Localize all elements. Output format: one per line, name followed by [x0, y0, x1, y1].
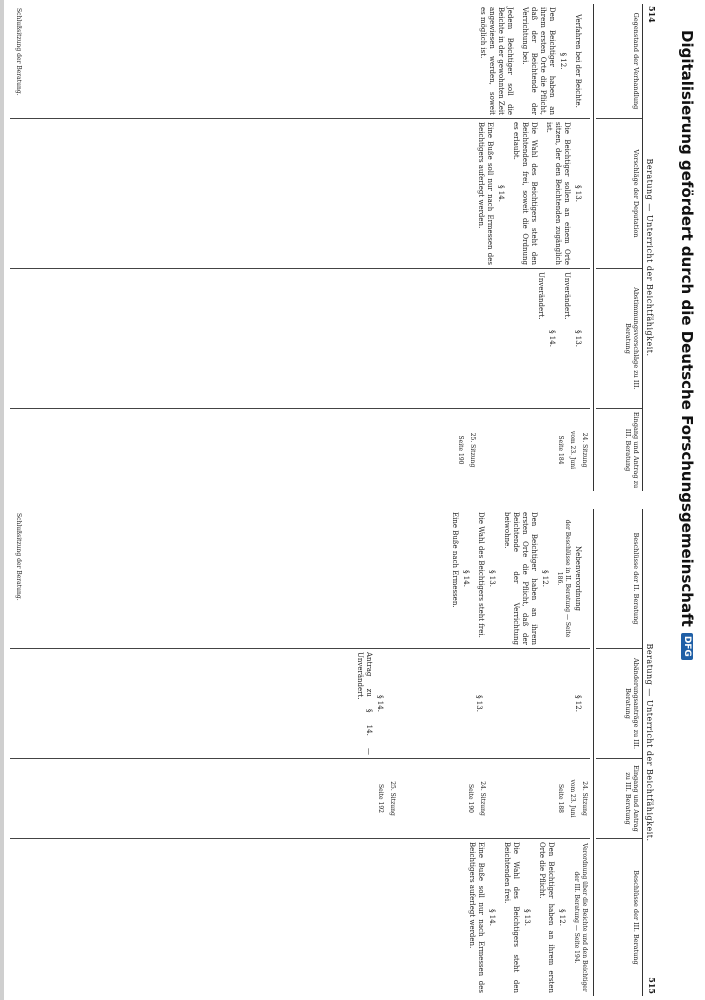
paragraph: Unverändert.: [563, 272, 571, 320]
section-note: Verordnung über die Beichte und den Beichtiger der III. Beratung — Seite 194.: [573, 843, 588, 992]
paragraph: Den Beichtiger haben an ihrem ersten Orte die Pflicht.: [538, 842, 555, 993]
section-number: § 13.: [523, 909, 531, 926]
footnote: Schlußsitzung der Beratung.: [15, 8, 22, 96]
column-body: [10, 839, 590, 996]
footnote: Schlußsitzung der Beratung.: [15, 513, 22, 601]
column-body: [10, 4, 590, 119]
section-number: § 13.: [475, 695, 483, 712]
page-number: 514: [647, 6, 657, 23]
column-head-rule: [593, 509, 594, 996]
paragraph: Eine Buße soll nur nach Ermessen des Beichtigers auferlegt werden.: [477, 122, 494, 265]
column-body: [10, 759, 590, 839]
column-body: [10, 269, 590, 409]
session-note: 24. Sitzung: [581, 781, 588, 816]
paragraph: Die Beichtiger sollen an einem Orte sitzen, der den Beichtenden zugänglich ist.: [545, 122, 571, 265]
section-number: § 12.: [558, 909, 566, 926]
section-number: § 14.: [488, 909, 496, 926]
session-note: Seite 188: [557, 784, 564, 813]
paragraph: Eine Buße soll nur nach Ermessen des Beichtigers auferlegt werden.: [468, 842, 485, 993]
column-head: Abstimmungsvorschläge zu III. Beratung: [596, 269, 642, 409]
page-header: Beratung — Unterricht der Beichtfähigkeit.: [645, 158, 654, 357]
session-note: vom 23. Juni: [569, 430, 576, 470]
left-page: [0, 0, 660, 495]
session-note: 24. Sitzung: [581, 432, 588, 468]
column-head: Beschlüsse der III. Beratung: [632, 870, 640, 965]
column-body: [10, 649, 590, 759]
column-head: Beschlüsse der II. Beratung: [596, 509, 642, 649]
session-note: 25. Sitzung: [469, 432, 476, 468]
column-head: Gegenstand der Verhandlung: [596, 4, 642, 119]
section-heading: Verfahren bei der Beichte.: [574, 14, 582, 108]
paragraph: Antrag zu § 14. — Unverändert.: [356, 652, 373, 755]
column-head: Abänderungsanträge zu III. Beratung: [596, 649, 642, 759]
paragraph: Den Beichtiger haben an ihrem ersten Orte die Pflicht, daß der Beichtende der Verrichtung bei.: [521, 7, 556, 115]
column-head: Eingang und Antrag zu III. Beratung: [624, 411, 640, 489]
section-number: § 14.: [376, 695, 384, 712]
page-header: Beratung — Unterricht der Beichtfähigkeit.: [645, 643, 654, 842]
session-note: 25. Sitzung: [389, 781, 396, 816]
section-number: § 12.: [541, 570, 549, 587]
section-number: § 14.: [497, 185, 505, 202]
dfg-banner-text: [672, 30, 702, 970]
section-number: § 13.: [574, 330, 582, 347]
banner-label: Digitalisierung gefördert durch die Deutsche Forschungsgemeinschaft: [678, 30, 696, 627]
session-note: Seite 190: [457, 435, 464, 465]
section-number: § 13.: [574, 185, 582, 202]
session-note: vom 23. Juni: [569, 779, 576, 818]
section-number: § 12.: [559, 52, 567, 70]
session-note: Seite 192: [377, 784, 384, 813]
paragraph: Die Wahl des Beichtigers steht frei.: [477, 512, 485, 638]
paragraph: Die Wahl des Beichtigers steht den Beichtenden frei, soweit die Ordnung es erlaubt.: [512, 122, 538, 265]
paragraph: Jedem Beichtiger soll die Beichte in der gewohnten Zeit angewiesen werden, soweit es möglich ist.: [479, 7, 514, 115]
section-number: § 14.: [548, 330, 556, 347]
section-number: § 13.: [488, 570, 496, 587]
session-note: Seite 184: [557, 435, 564, 465]
dfg-logo: DFG: [681, 633, 693, 660]
section-number: § 14.: [462, 570, 470, 587]
section-note: der Beschlüsse in II. Beratung — Seite 186.: [556, 519, 571, 638]
paragraph: Die Wahl des Beichtigers steht den Beichtenden frei.: [503, 842, 520, 993]
paragraph: Unverändert.: [537, 272, 545, 320]
column-head-rule: [593, 4, 594, 491]
session-note: Seite 190: [467, 784, 474, 813]
column-body: [10, 509, 590, 649]
section-number: § 12.: [574, 695, 582, 712]
paragraph: Den Beichtiger haben an ihrem ersten Orte die Pflicht, daß der Beichtende der Verrichtung beiwohne.: [503, 512, 538, 645]
header-rule: [642, 509, 643, 996]
dfg-banner: [672, 30, 702, 970]
column-head: Vorschläge der Deputation: [596, 119, 642, 269]
right-page: [0, 505, 660, 1000]
paragraph: Eine Buße nach Ermessen.: [451, 512, 459, 608]
column-head: Eingang und Antrag zu III. Beratung: [596, 759, 642, 839]
column-body: [10, 409, 590, 491]
header-rule: [642, 4, 643, 491]
column-body: [10, 119, 590, 269]
page-number: 515: [647, 977, 657, 994]
session-note: 24. Sitzung: [479, 781, 486, 816]
section-heading: Nebenverordnung: [574, 546, 582, 611]
